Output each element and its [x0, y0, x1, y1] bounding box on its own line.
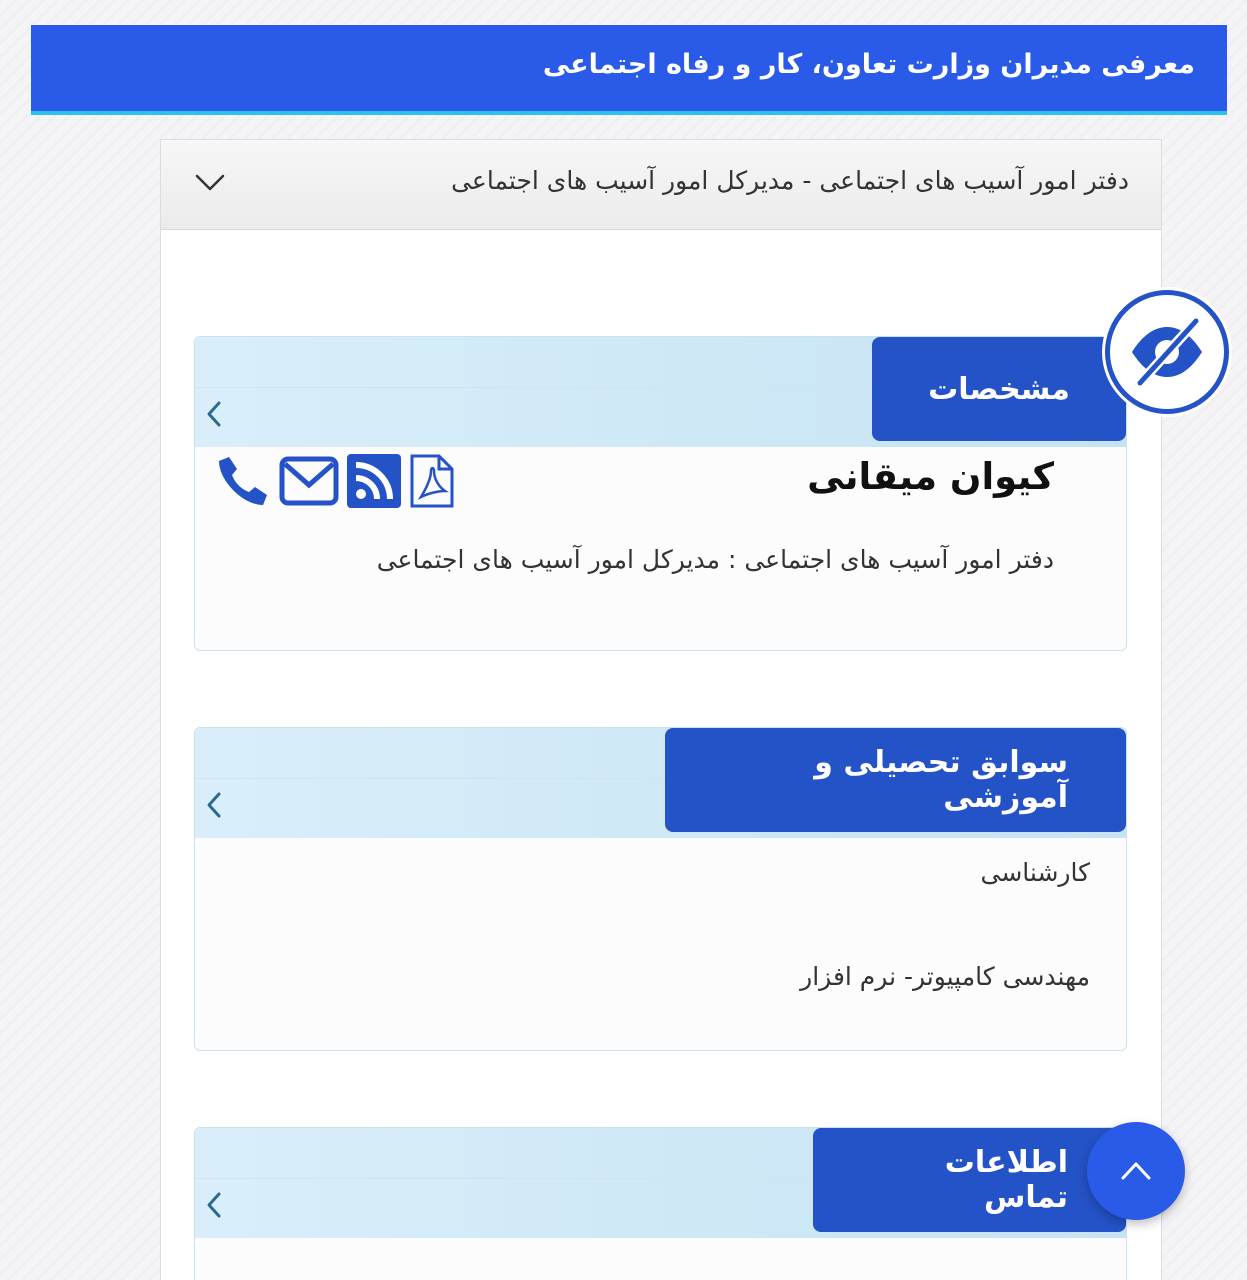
- pdf-icon[interactable]: [409, 453, 455, 513]
- accessibility-toggle-button[interactable]: [1105, 290, 1229, 414]
- chevron-down-icon[interactable]: [193, 166, 227, 200]
- mail-icon[interactable]: [279, 455, 339, 511]
- content-panel: [160, 139, 1162, 1280]
- action-icons: [215, 453, 455, 513]
- rss-icon[interactable]: [347, 454, 401, 512]
- profile-section: [194, 336, 1127, 651]
- manager-name: کیوان میقانی: [807, 455, 1054, 498]
- education-section: [194, 727, 1127, 1051]
- tab-profile[interactable]: مشخصات: [872, 337, 1126, 441]
- chevron-left-icon[interactable]: [203, 397, 227, 431]
- phone-icon[interactable]: [215, 453, 271, 513]
- scroll-top-button[interactable]: [1087, 1122, 1185, 1220]
- tab-contact[interactable]: اطلاعات تماس: [813, 1128, 1126, 1232]
- manager-role: دفتر امور آسیب های اجتماعی : مدیرکل امور آسیب های اجتماعی: [376, 545, 1054, 574]
- profile-body: [195, 447, 1126, 650]
- education-body: [195, 838, 1126, 1050]
- manager-select-dropdown[interactable]: [161, 140, 1161, 230]
- dropdown-selected-value: دفتر امور آسیب های اجتماعی - مدیرکل امور آسیب های اجتماعی: [451, 166, 1129, 195]
- chevron-left-icon[interactable]: [203, 1188, 227, 1222]
- eye-slash-icon: [1110, 295, 1224, 409]
- page-header: [31, 25, 1227, 115]
- education-field: مهندسی کامپیوتر- نرم افزار: [800, 962, 1090, 991]
- contact-section: [194, 1127, 1127, 1280]
- page-title: معرفی مدیران وزارت تعاون، کار و رفاه اجتماعی: [542, 49, 1195, 80]
- chevron-up-icon: [1087, 1122, 1185, 1220]
- contact-body: [195, 1238, 1126, 1280]
- chevron-left-icon[interactable]: [203, 788, 227, 822]
- tab-education[interactable]: سوابق تحصیلی و آموزشی: [665, 728, 1126, 832]
- education-degree: کارشناسی: [980, 858, 1090, 887]
